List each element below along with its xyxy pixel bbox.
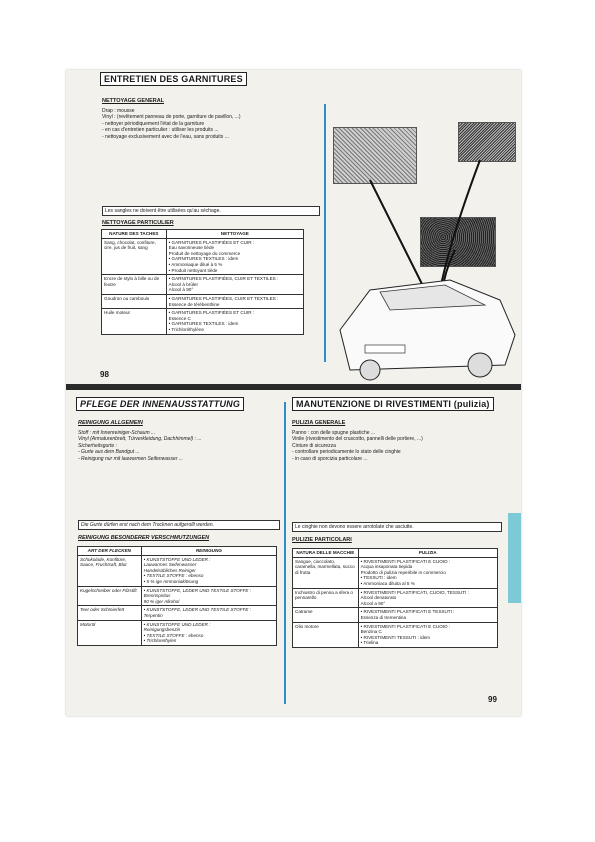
table-cell: Inchiostro di penna a sfera o pennarello (293, 588, 359, 608)
stain-table (101, 229, 304, 335)
table-cell: Schokolade, Konfitüre, Sauce, Fruchtsaft, Blut (78, 555, 142, 586)
page-title-it: MANUTENZIONE DI RIVESTIMENTI (pulizia) (292, 397, 494, 411)
table-heading-it: PULIZIE PARTICOLARI (292, 537, 352, 543)
table-cell: • KUNSTSTOFFE UND LEDER : Lauwarmes Seifenwasser Handelsübliches Reiniger • TEXTILE STOFFE : ebenso • 5 % ige Ammoniaklösung (141, 555, 276, 586)
table-header-row (293, 549, 498, 558)
section-heading: NETTOYAGE GENERAL (102, 98, 165, 104)
page-title-de: PFLEGE DER INNENAUSSTATTUNG (76, 397, 244, 411)
table-cell: • KUNSTSTOFFE UND LEDER : Reinigungsbenzin • TEXTILE STOFFE : ebenso • Trichlorethylen (141, 620, 276, 645)
table-cell: • KUNSTSTOFFE, LEDER UND TEXTILE STOFFE : Terpentin (141, 606, 276, 620)
table-cell: Teer oder Schmierfett (78, 606, 142, 620)
page-number-it: 99 (488, 695, 497, 704)
stain-table-de (77, 546, 277, 646)
table-row (293, 588, 498, 608)
table-header-row (78, 547, 277, 556)
table-row (102, 275, 304, 295)
table-row (78, 586, 277, 606)
table-heading-de: REINIGUNG BESONDERER VERSCHMUTZUNGEN (78, 535, 210, 541)
stain-table-it (292, 548, 498, 648)
table-row (293, 608, 498, 622)
table-cell: • GARNITURES PLASTIFIÉES, CUIR ET TEXTILES : Alcool à brûler Alcool à 90° (166, 275, 303, 295)
table-cell: Huile moteur (102, 309, 167, 334)
section-heading-it: PULIZIA GENERALE (292, 420, 346, 426)
note-box: Les sangles ne doivent être utilisées qu'au séchage. (102, 206, 320, 216)
body-text-de: Stoff : mit Innenreiniger-Schaum ... Vinyl (Armaturenbrett, Türverkleidung, Dachhimmel) : ... Sicherheitsgurte : - Gurte aus dem Bandgut ... - Reinigung nur mit lauwarmen Seifenwasser ... (78, 430, 202, 462)
page-number: 98 (100, 370, 109, 379)
table-cell: • RIVESTIMENTI PLASTIFICATI, CUOIO, TESSUTI : Alcool denaturato Alcool a 90° (358, 588, 497, 608)
page-divider (66, 384, 521, 390)
table-row (78, 555, 277, 586)
thumb-tab (508, 513, 521, 603)
table-heading: NETTOYAGE PARTICULIER (102, 220, 174, 226)
column-header: NETTOYAGE (166, 230, 303, 239)
column-header: ART DER FLECKEN (78, 547, 142, 556)
column-rule (324, 104, 326, 362)
note-box-it: Le cinghie non devono essere arrotolate che asciutte. (292, 522, 502, 532)
note-box-de: Die Gurte dürfen erst nach dem Trocknen aufgerollt werden. (78, 520, 280, 530)
table-cell: • GARNITURES PLASTIFIÉES ET CUIR : Essence C • GARNITURES TEXTILES : idem • Trichloréthylène (166, 309, 303, 334)
table-cell: Sangue, cioccolato, caramella, marmellata, succo di frutta (293, 557, 359, 588)
table-cell: Goudron ou cambouis (102, 294, 167, 308)
table-row (102, 309, 304, 334)
table-cell: • GARNITURES PLASTIFIÉES ET CUIR : Eau savonneuse tiède Produit de nettoyage du commerce • GARNITURES TEXTILES : idem • Ammoniaque dilué à 5 % • Produit nettoyant tiède (166, 238, 303, 275)
table-row (293, 622, 498, 647)
table-cell: Encre de stylo à bille ou de feutre (102, 275, 167, 295)
car-illustration (330, 120, 520, 382)
column-header: NATURE DES TACHES (102, 230, 167, 239)
table-cell: • RIVESTIMENTI PLASTIFICATI E TESSUTI : Essenza di trementina (358, 608, 497, 622)
column-header: PULIZIA (358, 549, 497, 558)
column-header: NATURA DELLE MACCHIE (293, 549, 359, 558)
table-cell: • RIVESTIMENTI PLASTIFICATI E CUOIO : Benzina C • RIVESTIMENTI TESSUTI : idem • Trielina (358, 622, 497, 647)
table-header-row (102, 230, 304, 239)
table-row (102, 238, 304, 275)
body-text: Drap : mousse Vinyl : (revêtement panneau de porte, garniture de pavillon, ...) - nettoyer périodiquement l'état de la garniture - en cas d'entretien particulier : utiliser les produits ... - nettoyage exclusivement avec de l'eau, sans produits ... (102, 108, 241, 140)
table-cell: Catrame (293, 608, 359, 622)
table-cell: Olio motore (293, 622, 359, 647)
table-row (78, 620, 277, 645)
table-cell: • KUNSTSTOFFE, LEDER UND TEXTILE STOFFE : Brennspiritus 90 % iger Alkohol (141, 586, 276, 606)
table-row (102, 294, 304, 308)
body-text-it: Panno : con delle spugne plastiche ... Vinile (rivestimento del cruscotto, pannelli delle portiere, ...) Cinture di sicurezza - controllare periodicamente lo stato delle cinghie - in caso di sporcizia particolare ... (292, 430, 423, 462)
table-row (78, 606, 277, 620)
table-cell: Kugelschreiber oder Filzstift (78, 586, 142, 606)
table-cell: • RIVESTIMENTI PLASTIFICATI E CUOIO : Acqua insaponata tiepida Prodotto di pulizia reperibile in commercio • TESSUTI : idem • Ammoniaca diluita al 5 % (358, 557, 497, 588)
table-cell: Sang, chocolat, confiture, cire, jus de fruit, sang (102, 238, 167, 275)
column-rule-bottom (284, 402, 286, 704)
column-header: REINIGUNG (141, 547, 276, 556)
table-row (293, 557, 498, 588)
section-heading-de: REINIGUNG ALLGEMEIN (78, 420, 143, 426)
table-cell: • GARNITURES PLASTIFIÉES, CUIR ET TEXTILES : Essence de térébenthine (166, 294, 303, 308)
table-cell: Motoröl (78, 620, 142, 645)
page-title: ENTRETIEN DES GARNITURES (100, 72, 247, 86)
